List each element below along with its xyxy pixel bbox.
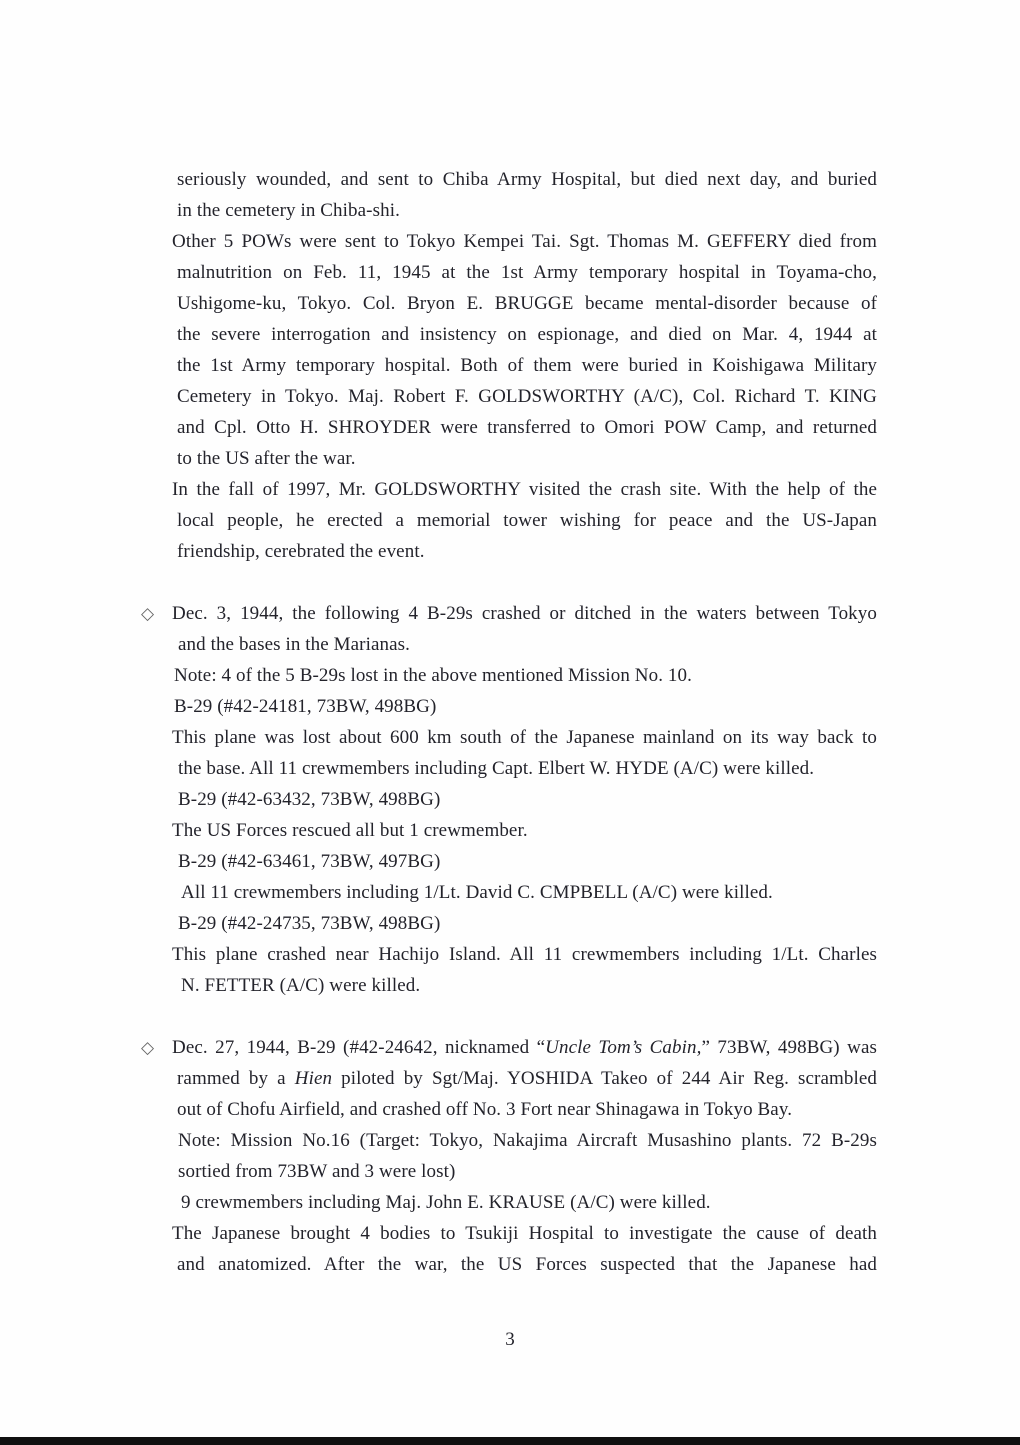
text-line xyxy=(172,970,877,1001)
text-segment: 9 crewmembers including Maj. John E. KRAUSE (A/C) were killed. xyxy=(181,1192,711,1213)
text-line xyxy=(172,815,877,846)
paragraph-gap xyxy=(172,1001,877,1032)
text-segment: This plane crashed near Hachijo Island. All 11 crewmembers including 1/Lt. Charles xyxy=(172,944,877,965)
text-line xyxy=(172,505,877,536)
diamond-bullet-icon: ◇ xyxy=(141,604,155,624)
text-line xyxy=(172,164,877,195)
text-line xyxy=(172,350,877,381)
text-line xyxy=(172,195,877,226)
text-segment: and Cpl. Otto H. SHROYDER were transferred to Omori POW Camp, and returned xyxy=(177,417,877,438)
text-segment: local people, he erected a memorial tower wishing for peace and the US-Japan xyxy=(177,510,877,531)
text-line xyxy=(172,536,877,567)
text-line xyxy=(172,722,877,753)
text-line xyxy=(172,412,877,443)
text-segment: friendship, cerebrated the event. xyxy=(177,541,425,562)
text-segment: rammed by a xyxy=(177,1068,295,1089)
italic-text: Uncle Tom’s Cabin, xyxy=(545,1037,702,1058)
text-line xyxy=(172,629,877,660)
text-segment: Note: 4 of the 5 B-29s lost in the above mentioned Mission No. 10. xyxy=(174,665,692,686)
text-segment: Cemetery in Tokyo. Maj. Robert F. GOLDSWORTHY (A/C), Col. Richard T. KING xyxy=(177,386,877,407)
text-segment: the base. All 11 crewmembers including Capt. Elbert W. HYDE (A/C) were killed. xyxy=(178,758,815,779)
text-segment: out of Chofu Airfield, and crashed off No. 3 Fort near Shinagawa in Tokyo Bay. xyxy=(177,1099,793,1120)
italic-text: Hien xyxy=(294,1068,333,1089)
text-segment: and anatomized. After the war, the US Forces suspected that the Japanese had xyxy=(177,1254,877,1275)
text-line xyxy=(172,1094,877,1125)
text-line xyxy=(172,939,877,970)
text-segment: Other 5 POWs were sent to Tokyo Kempei Tai. Sgt. Thomas M. GEFFERY died from xyxy=(172,231,877,252)
text-segment: B-29 (#42-63461, 73BW, 497BG) xyxy=(178,851,441,872)
text-segment: to the US after the war. xyxy=(177,448,356,469)
text-segment: N. FETTER (A/C) were killed. xyxy=(181,975,421,996)
paragraph-pow-fates xyxy=(172,226,877,474)
text-segment: sortied from 73BW and 3 were lost) xyxy=(178,1161,456,1182)
text-segment: Note: Mission No.16 (Target: Tokyo, Nakajima Aircraft Musashino plants. 72 B-29s xyxy=(178,1130,877,1151)
document-body xyxy=(141,164,878,1280)
text-segment: All 11 crewmembers including 1/Lt. David C. CMPBELL (A/C) were killed. xyxy=(181,882,773,903)
text-line xyxy=(172,1063,877,1094)
text-segment: Dec. 27, 1944, B-29 (#42-24642, nicknamed “ xyxy=(172,1037,546,1058)
text-segment: The Japanese brought 4 bodies to Tsukiji Hospital to investigate the cause of death xyxy=(172,1223,877,1244)
text-line xyxy=(172,226,877,257)
text-segment: in the cemetery in Chiba-shi. xyxy=(177,200,400,221)
text-segment: Dec. 3, 1944, the following 4 B-29s crashed or ditched in the waters between Tokyo xyxy=(172,603,877,624)
text-line xyxy=(172,660,877,691)
text-line xyxy=(172,474,877,505)
text-line xyxy=(172,1156,877,1187)
text-segment: In the fall of 1997, Mr. GOLDSWORTHY visited the crash site. With the help of the xyxy=(172,479,877,500)
text-segment: B-29 (#42-24735, 73BW, 498BG) xyxy=(178,913,441,934)
section-dec-27-1944 xyxy=(141,1032,878,1280)
paragraph-goldsworthy-visit xyxy=(172,474,877,567)
text-line xyxy=(172,753,877,784)
text-segment: This plane was lost about 600 km south of the Japanese mainland on its way back to xyxy=(172,727,877,748)
text-segment: ” 73BW, 498BG) was xyxy=(701,1037,877,1058)
text-line xyxy=(172,877,877,908)
text-line xyxy=(172,443,877,474)
text-line xyxy=(172,908,877,939)
paragraph-chiba-burial xyxy=(172,164,877,226)
text-line xyxy=(141,1032,877,1063)
text-line xyxy=(172,1187,877,1218)
text-line xyxy=(172,319,877,350)
text-line xyxy=(172,257,877,288)
text-line xyxy=(172,691,877,722)
paragraph-gap xyxy=(172,567,877,598)
text-segment: Ushigome-ku, Tokyo. Col. Bryon E. BRUGGE became mental-disorder because of xyxy=(177,293,877,314)
text-segment: the severe interrogation and insistency on espionage, and died on Mar. 4, 1944 at xyxy=(177,324,877,345)
page-bottom-edge xyxy=(0,1437,1020,1445)
text-segment: B-29 (#42-63432, 73BW, 498BG) xyxy=(178,789,441,810)
text-line xyxy=(172,1249,877,1280)
text-line xyxy=(172,288,877,319)
text-segment: piloted by Sgt/Maj. YOSHIDA Takeo of 244 Air Reg. scrambled xyxy=(332,1068,878,1089)
text-segment: the 1st Army temporary hospital. Both of them were buried in Koishigawa Military xyxy=(177,355,877,376)
text-line xyxy=(141,598,877,629)
page-number: 3 xyxy=(505,1329,515,1350)
text-line xyxy=(172,1125,877,1156)
section-dec-3-1944 xyxy=(141,598,877,1001)
text-segment: malnutrition on Feb. 11, 1945 at the 1st Army temporary hospital in Toyama-cho, xyxy=(177,262,877,283)
diamond-bullet-icon: ◇ xyxy=(141,1038,155,1058)
text-segment: B-29 (#42-24181, 73BW, 498BG) xyxy=(174,696,437,717)
text-segment: The US Forces rescued all but 1 crewmember. xyxy=(172,820,528,841)
text-line xyxy=(172,381,877,412)
text-line xyxy=(172,846,877,877)
text-segment: and the bases in the Marianas. xyxy=(178,634,410,655)
text-line xyxy=(172,1218,877,1249)
text-segment: seriously wounded, and sent to Chiba Army Hospital, but died next day, and buried xyxy=(177,169,877,190)
text-line xyxy=(172,784,877,815)
